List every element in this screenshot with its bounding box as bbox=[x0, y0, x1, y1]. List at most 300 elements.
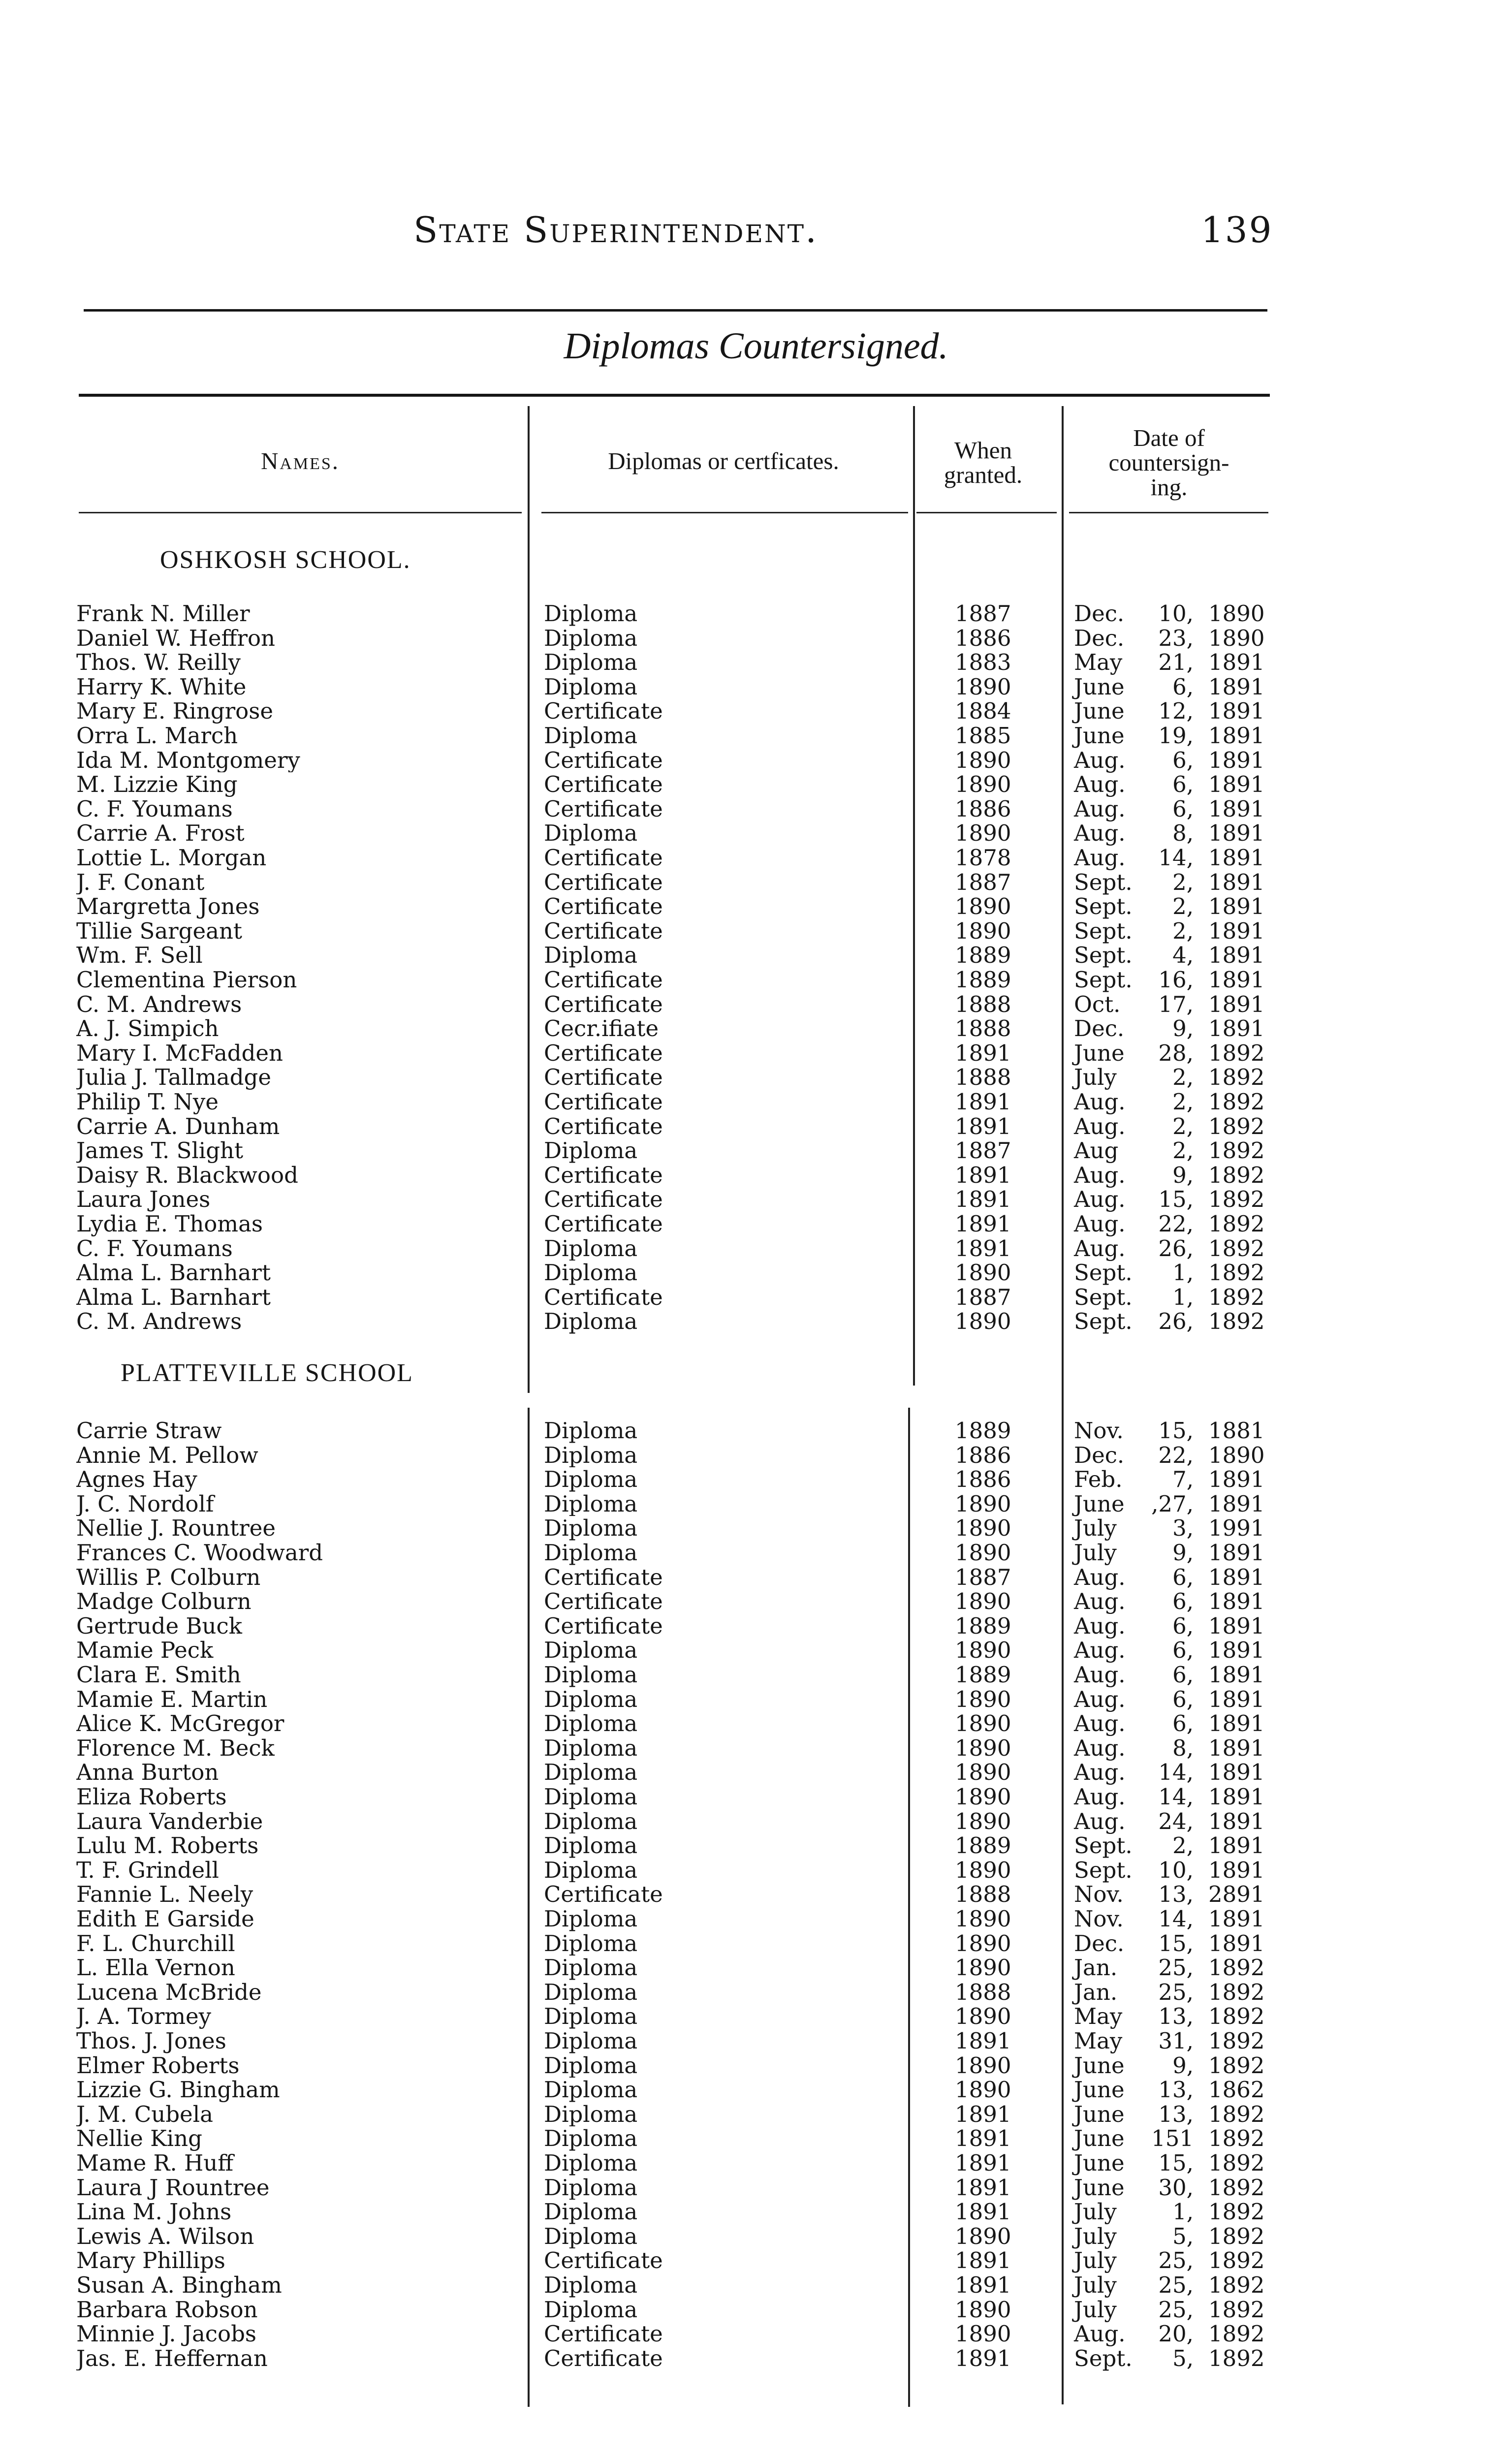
countersign-year: 1891 bbox=[1208, 1784, 1265, 1810]
countersign-year: 1892 bbox=[1208, 1308, 1265, 1335]
diploma-type: Diploma bbox=[544, 1443, 638, 1468]
diploma-type: Certificate bbox=[544, 918, 663, 944]
recipient-name: Margretta Jones bbox=[76, 894, 260, 919]
granted-year: 1890 bbox=[955, 1308, 1011, 1335]
countersign-day: 6, bbox=[1172, 1637, 1194, 1664]
diploma-type: Diploma bbox=[544, 724, 638, 748]
countersign-year: 1862 bbox=[1208, 2077, 1265, 2103]
countersign-year: 1891 bbox=[1208, 1906, 1265, 1932]
granted-year: 1890 bbox=[955, 1637, 1011, 1664]
countersign-month: Aug. bbox=[1074, 1735, 1126, 1761]
diploma-type: Diploma bbox=[544, 2029, 638, 2053]
countersign-year: 1892 bbox=[1208, 2125, 1265, 2152]
granted-year: 1890 bbox=[955, 1490, 1011, 1517]
countersign-day: 15, bbox=[1158, 2150, 1194, 2176]
countersign-month: Nov. bbox=[1074, 1906, 1124, 1932]
table-row bbox=[0, 1956, 1512, 1980]
countersign-day: 8, bbox=[1172, 820, 1194, 847]
granted-year: 1891 bbox=[955, 2028, 1011, 2054]
recipient-name: Clara E. Smith bbox=[76, 1663, 241, 1687]
countersign-day: 5, bbox=[1172, 2345, 1194, 2371]
countersign-year: 1892 bbox=[1208, 2003, 1265, 2030]
granted-year: 1890 bbox=[955, 673, 1011, 700]
table-row bbox=[0, 1261, 1512, 1285]
countersign-year: 1892 bbox=[1208, 2223, 1265, 2249]
recipient-name: C. F. Youmans bbox=[76, 1236, 233, 1261]
recipient-name: Edith E Garside bbox=[76, 1907, 254, 1931]
countersign-month: Sept. bbox=[1074, 1832, 1133, 1859]
countersign-month: Aug. bbox=[1074, 1235, 1126, 1262]
table-row bbox=[0, 1212, 1512, 1236]
countersign-month: June bbox=[1074, 2174, 1125, 2201]
countersign-year: 1892 bbox=[1208, 1955, 1265, 1981]
diploma-type: Diploma bbox=[544, 1858, 638, 1883]
diploma-type: Certificate bbox=[544, 1613, 663, 1639]
countersign-day: 25, bbox=[1158, 2296, 1194, 2323]
table-row bbox=[0, 797, 1512, 821]
countersign-year: 1892 bbox=[1208, 2247, 1265, 2274]
recipient-name: Lulu M. Roberts bbox=[76, 1833, 259, 1858]
diploma-type: Diploma bbox=[544, 2126, 638, 2151]
countersign-year: 1892 bbox=[1208, 2101, 1265, 2127]
caption-rule bbox=[79, 394, 1270, 397]
table-row bbox=[0, 601, 1512, 626]
countersign-year: 1891 bbox=[1208, 1686, 1265, 1712]
diploma-type: Diploma bbox=[544, 2273, 638, 2298]
diploma-type: Diploma bbox=[544, 1833, 638, 1858]
countersign-month: July bbox=[1074, 1064, 1117, 1091]
countersign-year: 1891 bbox=[1208, 1490, 1265, 1517]
countersign-year: 1891 bbox=[1208, 673, 1265, 700]
granted-year: 1891 bbox=[955, 2199, 1011, 2225]
recipient-name: Mary I. McFadden bbox=[76, 1041, 284, 1066]
recipient-name: Frank N. Miller bbox=[76, 601, 250, 626]
granted-year: 1888 bbox=[955, 1015, 1011, 1042]
recipient-name: Lizzie G. Bingham bbox=[76, 2078, 280, 2102]
recipient-name: Minnie J. Jacobs bbox=[76, 2322, 256, 2346]
diploma-type: Diploma bbox=[544, 943, 638, 968]
recipient-name: C. M. Andrews bbox=[76, 1309, 242, 1334]
recipient-name: J. A. Tormey bbox=[76, 2004, 212, 2029]
countersign-year: 1890 bbox=[1208, 625, 1265, 651]
countersign-day: 6, bbox=[1172, 795, 1194, 822]
countersign-year: 1891 bbox=[1208, 991, 1265, 1017]
diploma-type: Diploma bbox=[544, 626, 638, 651]
countersign-day: 25, bbox=[1158, 2272, 1194, 2298]
countersign-month: Aug. bbox=[1074, 1612, 1126, 1639]
countersign-day: 17, bbox=[1158, 991, 1194, 1017]
countersign-day: 6, bbox=[1172, 771, 1194, 798]
countersign-day: 6, bbox=[1172, 1564, 1194, 1590]
countersign-year: 1891 bbox=[1208, 1564, 1265, 1590]
recipient-name: Mame R. Huff bbox=[76, 2151, 234, 2176]
granted-year: 1890 bbox=[955, 820, 1011, 847]
countersign-day: 8, bbox=[1172, 1735, 1194, 1761]
table-row bbox=[0, 1163, 1512, 1188]
recipient-name: M. Lizzie King bbox=[76, 772, 238, 797]
countersign-month: Aug. bbox=[1074, 1686, 1126, 1712]
granted-year: 1886 bbox=[955, 1466, 1011, 1493]
table-row bbox=[0, 1833, 1512, 1858]
countersign-day: 6, bbox=[1172, 1612, 1194, 1639]
recipient-name: Eliza Roberts bbox=[76, 1785, 227, 1809]
granted-year: 1890 bbox=[955, 1930, 1011, 1956]
granted-year: 1891 bbox=[955, 1040, 1011, 1066]
diploma-type: Certificate bbox=[544, 1212, 663, 1236]
granted-year: 1891 bbox=[955, 2272, 1011, 2298]
table-row bbox=[0, 2248, 1512, 2273]
header-underline bbox=[916, 512, 1057, 513]
countersign-day: 12, bbox=[1158, 698, 1194, 725]
countersign-year: 1892 bbox=[1208, 2199, 1265, 2225]
table-row bbox=[0, 1516, 1512, 1541]
recipient-name: Daniel W. Heffron bbox=[76, 626, 276, 651]
diploma-type: Certificate bbox=[544, 1285, 663, 1310]
table-row bbox=[0, 1736, 1512, 1761]
granted-header-line-2: granted. bbox=[944, 461, 1023, 488]
granted-year: 1891 bbox=[955, 1113, 1011, 1139]
running-title: State Superintendent. bbox=[413, 209, 818, 251]
table-row bbox=[0, 1467, 1512, 1492]
diploma-type: Diploma bbox=[544, 2151, 638, 2176]
table-row bbox=[0, 1016, 1512, 1041]
table-row bbox=[0, 992, 1512, 1017]
diploma-type: Cecr.ifiate bbox=[544, 1016, 659, 1041]
countersign-day: 9, bbox=[1172, 1540, 1194, 1566]
granted-year: 1891 bbox=[955, 1186, 1011, 1213]
countersign-month: Aug. bbox=[1074, 1710, 1126, 1737]
diploma-type: Certificate bbox=[544, 968, 663, 992]
table-row bbox=[0, 675, 1512, 699]
granted-year: 1887 bbox=[955, 1137, 1011, 1164]
diploma-type: Certificate bbox=[544, 2322, 663, 2346]
countersign-month: Jan. bbox=[1074, 1979, 1118, 2005]
granted-year: 1890 bbox=[955, 1759, 1011, 1786]
granted-column-header bbox=[915, 438, 1051, 487]
granted-year: 1890 bbox=[955, 1808, 1011, 1834]
table-row bbox=[0, 1419, 1512, 1443]
granted-year: 1891 bbox=[955, 2345, 1011, 2371]
diploma-type: Certificate bbox=[544, 894, 663, 919]
granted-year: 1891 bbox=[955, 1162, 1011, 1188]
countersign-day: 6, bbox=[1172, 747, 1194, 773]
table-row bbox=[0, 1285, 1512, 1310]
countersign-day: 6, bbox=[1172, 1588, 1194, 1615]
countersign-year: 1892 bbox=[1208, 2345, 1265, 2371]
recipient-name: Mary Phillips bbox=[76, 2248, 225, 2273]
countersign-day: 1, bbox=[1172, 1260, 1194, 1286]
diploma-type: Certificate bbox=[544, 992, 663, 1017]
countersign-year: 1891 bbox=[1208, 1540, 1265, 1566]
diploma-type: Diploma bbox=[544, 821, 638, 846]
countersign-day: 1, bbox=[1172, 1284, 1194, 1310]
countersign-month: Aug. bbox=[1074, 1211, 1126, 1237]
diploma-type: Certificate bbox=[544, 1065, 663, 1090]
countersign-month: Nov. bbox=[1074, 1881, 1124, 1908]
countersign-day: 10, bbox=[1158, 600, 1194, 627]
table-row bbox=[0, 1687, 1512, 1712]
table-row bbox=[0, 968, 1512, 992]
countersign-month: July bbox=[1074, 2199, 1117, 2225]
recipient-name: Lottie L. Morgan bbox=[76, 846, 267, 870]
countersign-month: July bbox=[1074, 2272, 1117, 2298]
table-row bbox=[0, 1980, 1512, 2005]
recipient-name: James T. Slight bbox=[76, 1138, 244, 1163]
countersign-day: ,27, bbox=[1151, 1490, 1194, 1517]
recipient-name: Willis P. Colburn bbox=[76, 1565, 261, 1590]
granted-year: 1885 bbox=[955, 723, 1011, 749]
countersign-year: 1890 bbox=[1208, 600, 1265, 627]
granted-year: 1889 bbox=[955, 1832, 1011, 1859]
diploma-type: Diploma bbox=[544, 1907, 638, 1931]
countersign-year: 1890 bbox=[1208, 1442, 1265, 1468]
table-row bbox=[0, 748, 1512, 773]
countersign-month: Aug. bbox=[1074, 1089, 1126, 1115]
countersign-month: Aug. bbox=[1074, 1564, 1126, 1590]
countersign-month: Sept. bbox=[1074, 1857, 1133, 1883]
table-row bbox=[0, 2053, 1512, 2078]
countersign-year: 1892 bbox=[1208, 1186, 1265, 1213]
countersign-month: Feb. bbox=[1074, 1466, 1123, 1493]
granted-year: 1890 bbox=[955, 1686, 1011, 1712]
countersign-day: 151 bbox=[1151, 2125, 1194, 2152]
countersign-day: 9, bbox=[1172, 1162, 1194, 1188]
countersign-day: 20, bbox=[1158, 2321, 1194, 2347]
countersign-month: Sept. bbox=[1074, 1284, 1133, 1310]
diploma-type: Diploma bbox=[544, 1236, 638, 1261]
recipient-name: Jas. E. Heffernan bbox=[76, 2346, 268, 2371]
diploma-type: Diploma bbox=[544, 2053, 638, 2078]
countersign-year: 1891 bbox=[1208, 1857, 1265, 1883]
table-row bbox=[0, 1907, 1512, 1931]
countersign-month: Dec. bbox=[1074, 625, 1125, 651]
table-row bbox=[0, 626, 1512, 651]
recipient-name: Susan A. Bingham bbox=[76, 2273, 282, 2298]
granted-year: 1891 bbox=[955, 1211, 1011, 1237]
table-row bbox=[0, 943, 1512, 968]
granted-year: 1890 bbox=[955, 917, 1011, 944]
countersign-day: 30, bbox=[1158, 2174, 1194, 2201]
countersign-day: 2, bbox=[1172, 917, 1194, 944]
granted-year: 1890 bbox=[955, 771, 1011, 798]
countersign-day: 16, bbox=[1158, 967, 1194, 993]
recipient-name: Anna Burton bbox=[76, 1760, 219, 1785]
countersign-day: 1, bbox=[1172, 2199, 1194, 2225]
countersign-month: June bbox=[1074, 673, 1125, 700]
top-rule bbox=[84, 309, 1267, 312]
diploma-type: Certificate bbox=[544, 796, 663, 821]
countersign-month: June bbox=[1074, 2150, 1125, 2176]
countersign-year: 1892 bbox=[1208, 1064, 1265, 1091]
granted-year: 1887 bbox=[955, 869, 1011, 895]
table-row bbox=[0, 2298, 1512, 2322]
countersign-day: 10, bbox=[1158, 1857, 1194, 1883]
countersign-month: Aug. bbox=[1074, 747, 1126, 773]
granted-year: 1888 bbox=[955, 1881, 1011, 1908]
table-row bbox=[0, 821, 1512, 846]
countersign-month: Oct. bbox=[1074, 991, 1121, 1017]
countersign-month: Aug. bbox=[1074, 795, 1126, 822]
countersign-day: 13, bbox=[1158, 2077, 1194, 2103]
table-row bbox=[0, 2102, 1512, 2127]
countersign-year: 1891 bbox=[1208, 893, 1265, 920]
granted-year: 1888 bbox=[955, 1064, 1011, 1091]
countersign-day: 6, bbox=[1172, 1710, 1194, 1737]
countersign-year: 1891 bbox=[1208, 1832, 1265, 1859]
date-header-line-3: ing. bbox=[1150, 473, 1188, 501]
recipient-name: Mamie Peck bbox=[76, 1638, 214, 1663]
recipient-name: Clementina Pierson bbox=[76, 968, 297, 992]
diploma-type: Diploma bbox=[544, 674, 638, 699]
countersign-day: 4, bbox=[1172, 942, 1194, 969]
table-row bbox=[0, 1565, 1512, 1590]
granted-year: 1890 bbox=[955, 1260, 1011, 1286]
granted-year: 1890 bbox=[955, 1710, 1011, 1737]
countersign-month: July bbox=[1074, 1540, 1117, 1566]
countersign-month: July bbox=[1074, 2223, 1117, 2249]
countersign-year: 1891 bbox=[1208, 1588, 1265, 1615]
countersign-day: 14, bbox=[1158, 1759, 1194, 1786]
table-row bbox=[0, 2029, 1512, 2053]
countersign-year: 1892 bbox=[1208, 2028, 1265, 2054]
diploma-type: Diploma bbox=[544, 1760, 638, 1785]
diploma-type: Diploma bbox=[544, 1809, 638, 1834]
table-row bbox=[0, 1882, 1512, 1907]
countersign-month: Dec. bbox=[1074, 1015, 1125, 1042]
recipient-name: Nellie King bbox=[76, 2126, 202, 2151]
recipient-name: Thos. J. Jones bbox=[76, 2029, 226, 2053]
granted-year: 1890 bbox=[955, 1588, 1011, 1615]
granted-year: 1890 bbox=[955, 2003, 1011, 2030]
countersign-month: Sept. bbox=[1074, 967, 1133, 993]
countersign-month: Aug. bbox=[1074, 1808, 1126, 1834]
recipient-name: Orra L. March bbox=[76, 724, 238, 748]
table-row bbox=[0, 1931, 1512, 1956]
table-row bbox=[0, 919, 1512, 944]
granted-year: 1889 bbox=[955, 967, 1011, 993]
granted-year: 1891 bbox=[955, 1089, 1011, 1115]
diploma-type: Diploma bbox=[544, 2078, 638, 2102]
countersign-day: 25, bbox=[1158, 2247, 1194, 2274]
countersign-year: 1891 bbox=[1208, 1735, 1265, 1761]
recipient-name: C. M. Andrews bbox=[76, 992, 242, 1017]
countersign-day: 22, bbox=[1158, 1442, 1194, 1468]
countersign-day: 23, bbox=[1158, 625, 1194, 651]
countersign-day: 13, bbox=[1158, 2003, 1194, 2030]
diploma-type: Diploma bbox=[544, 1687, 638, 1712]
diploma-type: Certificate bbox=[544, 1090, 663, 1114]
diploma-type: Certificate bbox=[544, 846, 663, 870]
countersign-day: 13, bbox=[1158, 2101, 1194, 2127]
granted-year: 1883 bbox=[955, 649, 1011, 676]
granted-year: 1890 bbox=[955, 2296, 1011, 2323]
table-row bbox=[0, 2322, 1512, 2346]
recipient-name: Nellie J. Rountree bbox=[76, 1516, 276, 1541]
diploma-type: Certificate bbox=[544, 1114, 663, 1139]
countersign-year: 1891 bbox=[1208, 820, 1265, 847]
table-row bbox=[0, 1138, 1512, 1163]
countersign-day: 28, bbox=[1158, 1040, 1194, 1066]
section-title-oshkosh: OSHKOSH SCHOOL. bbox=[160, 546, 411, 574]
countersign-month: Aug. bbox=[1074, 1162, 1126, 1188]
countersign-day: 14, bbox=[1158, 1906, 1194, 1932]
countersign-year: 1891 bbox=[1208, 649, 1265, 676]
table-row bbox=[0, 1589, 1512, 1614]
recipient-name: Thos. W. Reilly bbox=[76, 650, 241, 675]
granted-year: 1890 bbox=[955, 1540, 1011, 1566]
countersign-day: 2, bbox=[1172, 1832, 1194, 1859]
recipient-name: Barbara Robson bbox=[76, 2297, 258, 2322]
diploma-type: Certificate bbox=[544, 2346, 663, 2371]
countersign-month: July bbox=[1074, 2296, 1117, 2323]
recipient-name: Alice K. McGregor bbox=[76, 1711, 284, 1736]
countersign-month: Aug. bbox=[1074, 1588, 1126, 1615]
granted-year: 1886 bbox=[955, 795, 1011, 822]
granted-year: 1890 bbox=[955, 1735, 1011, 1761]
countersign-month: June bbox=[1074, 2077, 1125, 2103]
countersign-day: 15, bbox=[1158, 1418, 1194, 1444]
diploma-type: Diploma bbox=[544, 1931, 638, 1956]
table-row bbox=[0, 1760, 1512, 1785]
table-row bbox=[0, 1638, 1512, 1663]
countersign-year: 1891 bbox=[1208, 845, 1265, 871]
diploma-type: Diploma bbox=[544, 1711, 638, 1736]
diploma-type: Diploma bbox=[544, 601, 638, 626]
countersign-month: June bbox=[1074, 2101, 1125, 2127]
table-row bbox=[0, 2126, 1512, 2151]
countersign-day: 6, bbox=[1172, 1686, 1194, 1712]
countersign-year: 1891 bbox=[1208, 1662, 1265, 1688]
granted-year: 1891 bbox=[955, 2174, 1011, 2201]
diploma-type: Diploma bbox=[544, 1309, 638, 1334]
granted-year: 1890 bbox=[955, 2052, 1011, 2079]
countersign-year: 1892 bbox=[1208, 1113, 1265, 1139]
countersign-month: Dec. bbox=[1074, 600, 1125, 627]
countersign-year: 1891 bbox=[1208, 698, 1265, 725]
countersign-day: 2, bbox=[1172, 1113, 1194, 1139]
diploma-type: Diploma bbox=[544, 1261, 638, 1285]
diploma-type: Certificate bbox=[544, 1882, 663, 1907]
granted-year: 1878 bbox=[955, 845, 1011, 871]
countersign-day: 7, bbox=[1172, 1466, 1194, 1493]
table-row bbox=[0, 1711, 1512, 1736]
table-row bbox=[0, 699, 1512, 724]
granted-year: 1891 bbox=[955, 2150, 1011, 2176]
recipient-name: Ida M. Montgomery bbox=[76, 748, 300, 773]
countersign-day: 21, bbox=[1158, 649, 1194, 676]
granted-year: 1886 bbox=[955, 1442, 1011, 1468]
diploma-type: Certificate bbox=[544, 1187, 663, 1212]
date-header-line-1: Date of bbox=[1133, 424, 1205, 451]
countersign-year: 1881 bbox=[1208, 1418, 1265, 1444]
diploma-type: Diploma bbox=[544, 2004, 638, 2029]
countersign-year: 1891 bbox=[1208, 1710, 1265, 1737]
granted-header-line-1: When bbox=[954, 437, 1012, 464]
table-row bbox=[0, 894, 1512, 919]
diploma-type: Diploma bbox=[544, 1735, 638, 1761]
countersign-day: 2, bbox=[1172, 893, 1194, 920]
table-caption: Diplomas Countersigned. bbox=[564, 325, 948, 367]
countersign-day: 6, bbox=[1172, 1662, 1194, 1688]
recipient-name: Lewis A. Wilson bbox=[76, 2224, 254, 2249]
diploma-type: Certificate bbox=[544, 699, 663, 724]
countersign-day: 19, bbox=[1158, 723, 1194, 749]
countersign-year: 1892 bbox=[1208, 1284, 1265, 1310]
countersign-day: 2, bbox=[1172, 869, 1194, 895]
table-row bbox=[0, 1541, 1512, 1565]
countersign-year: 1892 bbox=[1208, 1260, 1265, 1286]
diplomas-column-header: Diplomas or certficates. bbox=[608, 447, 839, 474]
